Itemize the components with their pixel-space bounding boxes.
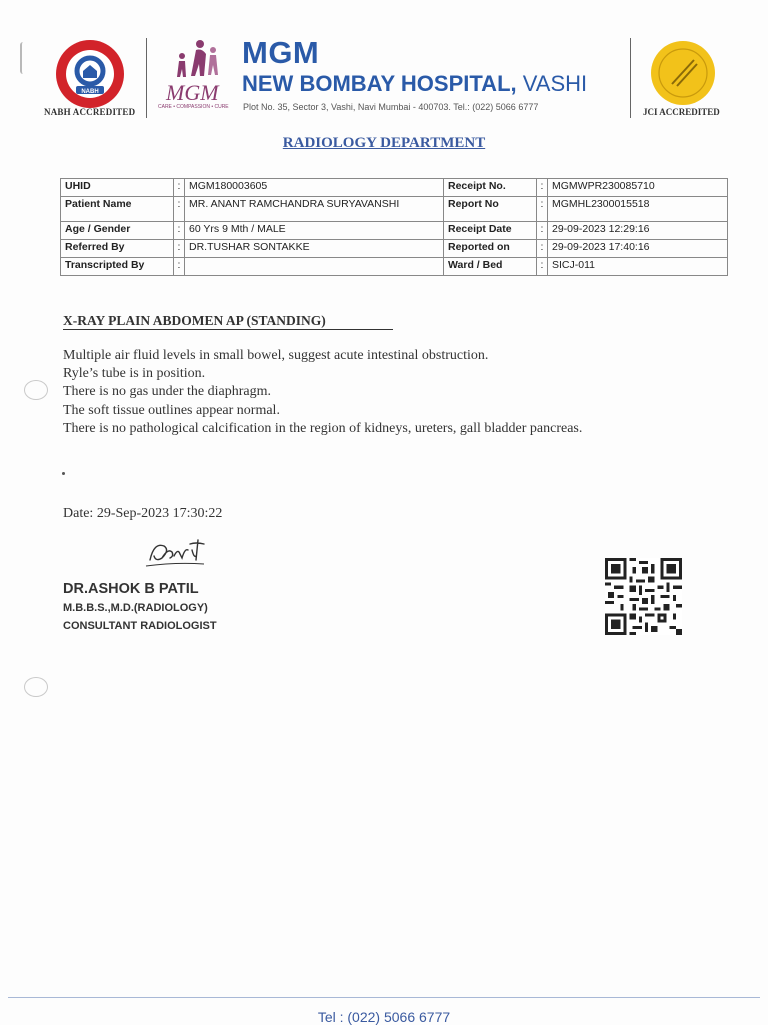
signature-icon [140,532,220,572]
svg-text:MGM: MGM [166,80,219,105]
footer-telephone: Tel : (022) 5066 6777 [317,1009,451,1025]
margin-mark [20,42,26,74]
field-colon: : [537,197,548,222]
table-row [61,240,728,258]
field-colon: : [174,222,185,240]
field-label: Reported on [444,240,537,258]
mgm-tagline: CARE • COMPASSION • CURE [158,104,229,110]
hospital-name [242,71,587,97]
field-label: Receipt No. [444,179,537,197]
jci-caption: JCI ACCREDITED [643,107,720,117]
doctor-role: CONSULTANT RADIOLOGIST [63,620,217,632]
report-date: Date: 29-Sep-2023 17:30:22 [63,506,223,521]
report-findings [63,347,582,438]
field-colon: : [174,240,185,258]
field-label: Transcripted By [61,258,174,276]
field-value: 29-09-2023 17:40:16 [548,240,728,258]
field-value: 60 Yrs 9 Mth / MALE [185,222,444,240]
table-row [61,222,728,240]
hospital-address: Plot No. 35, Sector 3, Vashi, Navi Mumbai - 400703. Tel.: (022) 5066 6777 [243,102,539,112]
field-label: Patient Name [61,197,174,222]
jci-seal-icon [650,40,716,106]
finding-line: There is no pathological calcification in the region of kidneys, ureters, gall bladder pancreas. [63,420,583,436]
report-title-underline [63,329,393,330]
field-colon: : [174,197,185,222]
finding-line: The soft tissue outlines appear normal. [63,402,280,418]
field-colon: : [537,240,548,258]
hospital-short-name: MGM [242,35,320,70]
field-label: Referred By [61,240,174,258]
field-value: 29-09-2023 12:29:16 [548,222,728,240]
field-value: MR. ANANT RAMCHANDRA SURYAVANSHI [185,197,444,222]
field-colon: : [174,179,185,197]
field-value: DR.TUSHAR SONTAKKE [185,240,444,258]
finding-line: Ryle’s tube is in position. [63,366,206,382]
nabh-caption: NABH ACCREDITED [44,107,136,117]
field-colon: : [537,222,548,240]
punch-hole-top [24,380,48,400]
field-value [185,258,444,276]
report-title: X-RAY PLAIN ABDOMEN AP (STANDING) [63,313,326,328]
header-divider-left [146,38,147,118]
table-row [61,258,728,276]
field-label: UHID [61,179,174,197]
department-title [0,135,768,152]
field-colon: : [174,258,185,276]
nabh-logo-icon [54,38,126,110]
patient-info-table [60,178,728,276]
field-colon: : [537,258,548,276]
field-label: Report No [444,197,537,222]
nabh-badge-text: NABH [81,89,99,95]
field-label: Receipt Date [444,222,537,240]
punch-hole-bottom [24,677,48,697]
hospital-name-text: NEW BOMBAY HOSPITAL, [242,71,517,96]
field-value: MGMHL2300015518 [548,197,728,222]
finding-line: Multiple air fluid levels in small bowel, suggest acute intestinal obstruction. [63,348,489,363]
header-divider-right [630,38,631,118]
field-value: MGM180003605 [185,179,444,197]
finding-line: There is no gas under the diaphragm. [63,384,271,400]
field-label: Ward / Bed [444,258,537,276]
doctor-qualification: M.B.B.S.,M.D.(RADIOLOGY) [63,602,208,614]
field-value: SICJ-011 [548,258,728,276]
stray-dot [62,472,65,475]
field-label: Age / Gender [61,222,174,240]
field-value: MGMWPR230085710 [548,179,728,197]
doctor-name: DR.ASHOK B PATIL [63,581,199,597]
department-title-text: RADIOLOGY DEPARTMENT [282,135,486,151]
footer-divider [8,997,760,998]
field-colon: : [537,179,548,197]
qr-code-icon [605,558,682,635]
table-row [61,197,728,222]
mgm-logo-icon [158,36,236,110]
table-row [61,179,728,197]
hospital-city: VASHI [522,71,588,96]
